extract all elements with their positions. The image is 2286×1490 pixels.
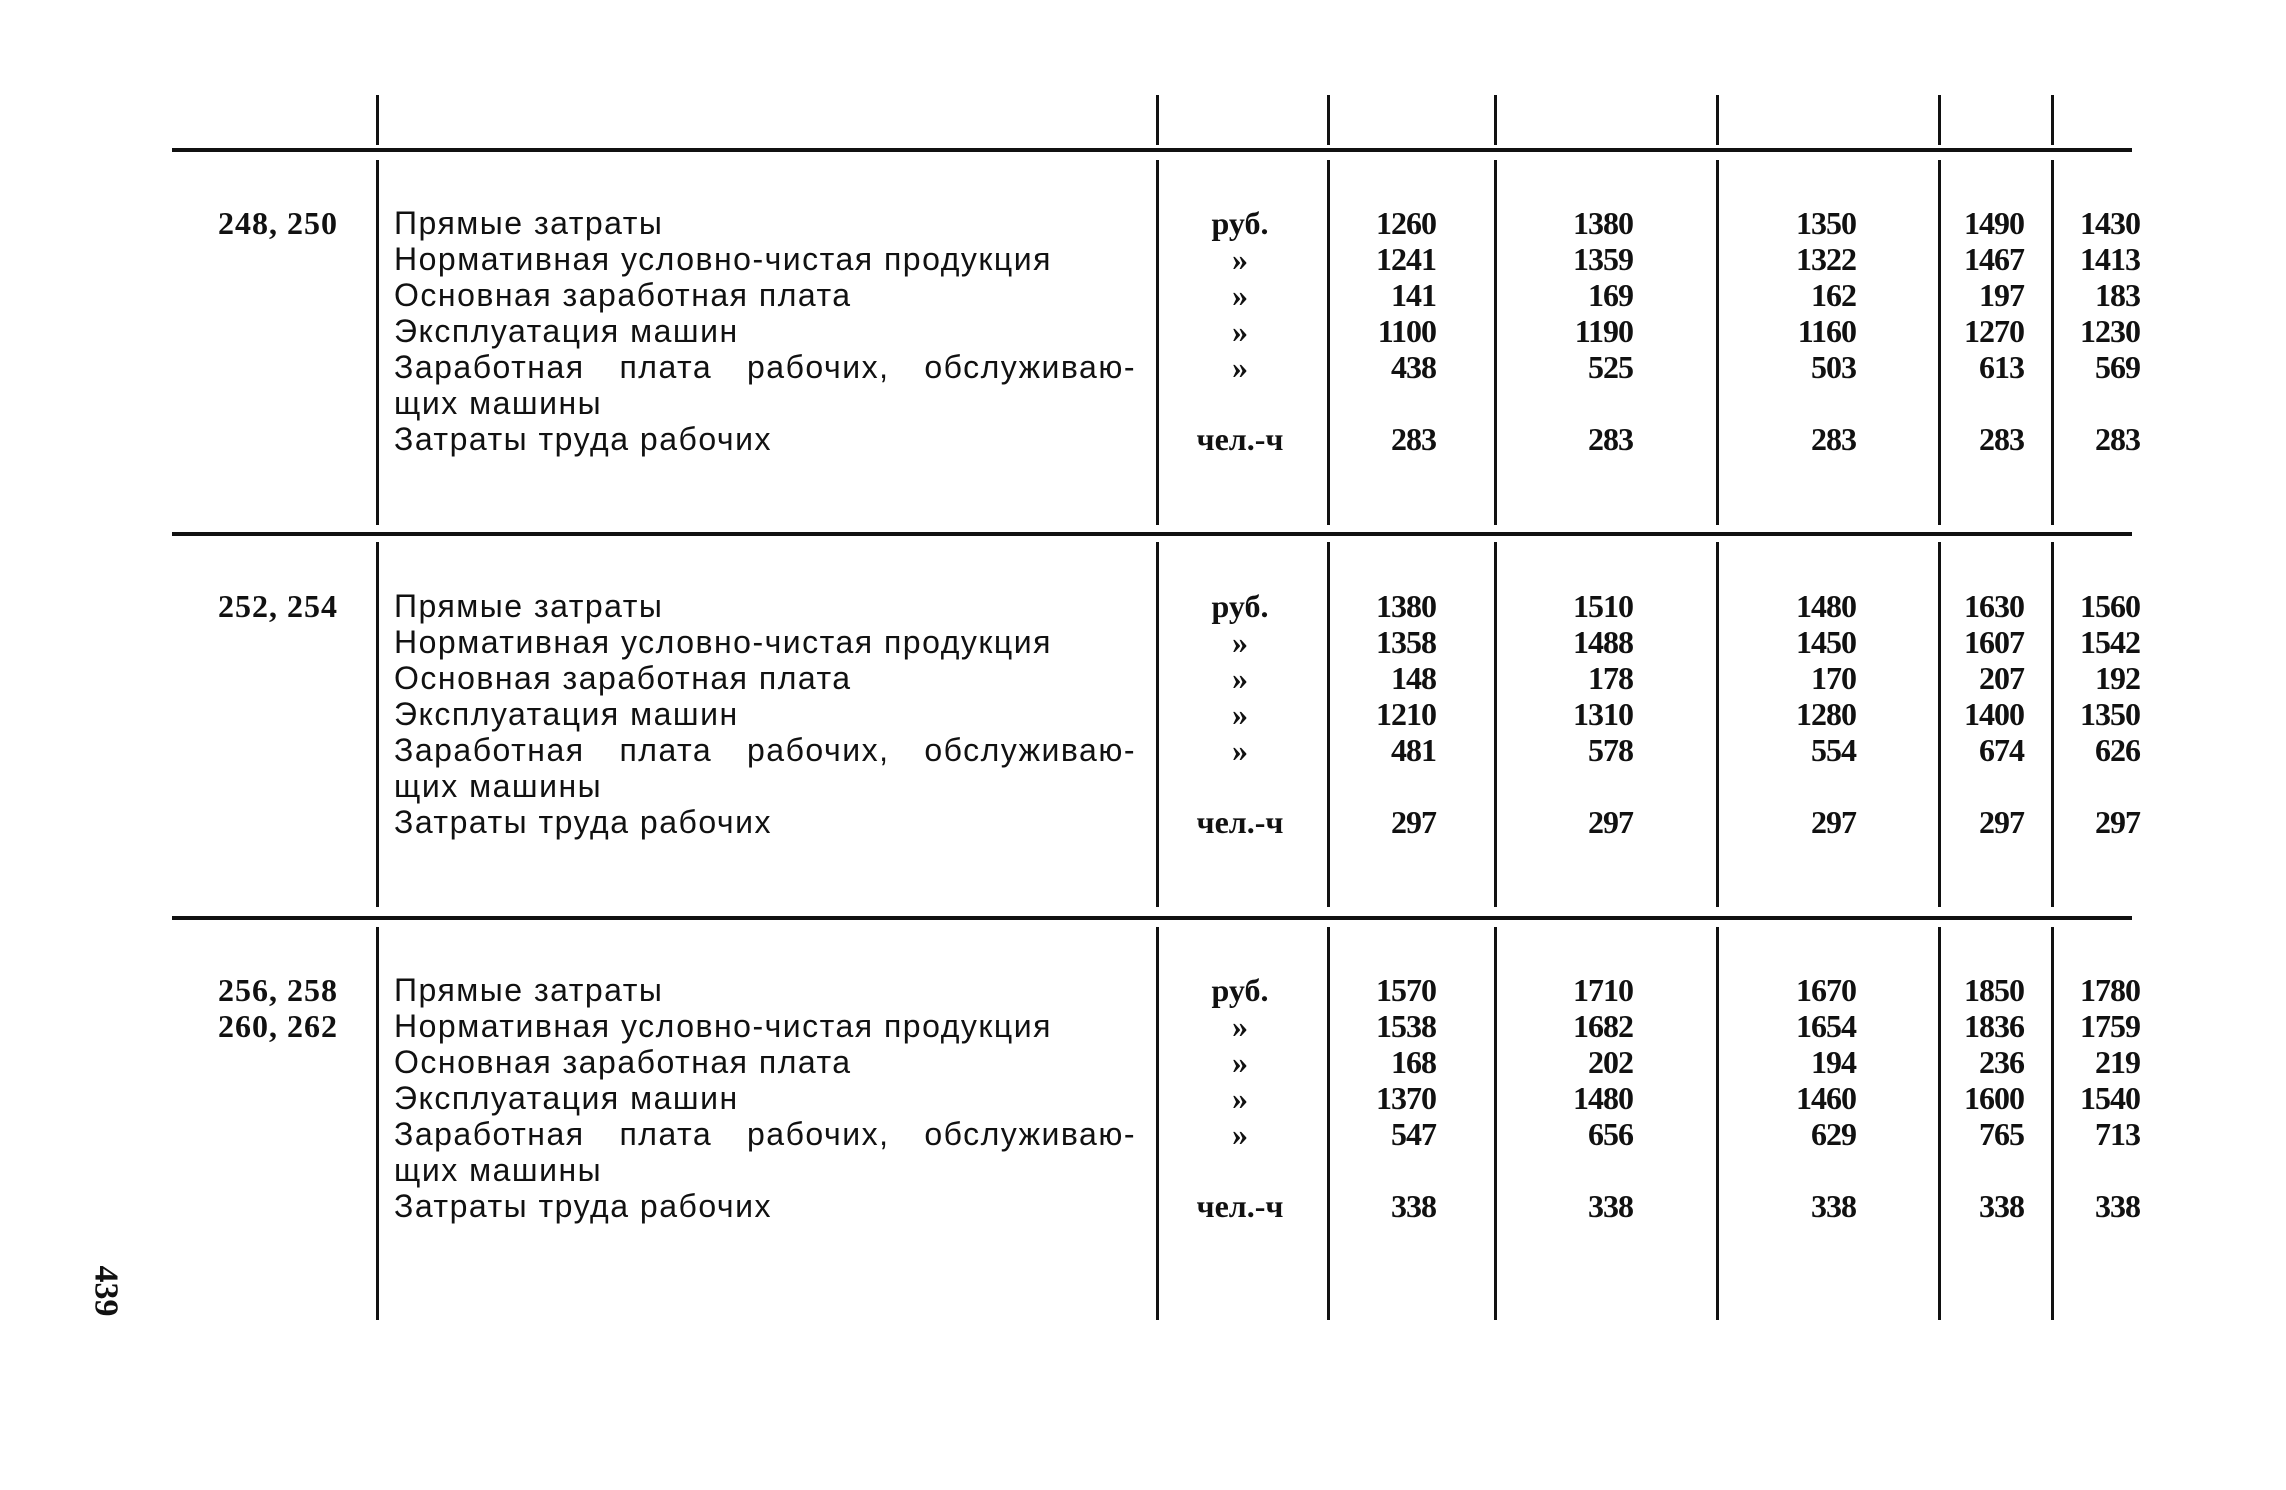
- row-value: 629: [1811, 1116, 1856, 1152]
- row-value: 656: [1588, 1116, 1633, 1152]
- row-label: Заработная плата рабочих, обслуживаю-: [394, 1116, 1136, 1152]
- row-unit: »: [1232, 696, 1248, 732]
- column-divider: [1494, 95, 1497, 145]
- row-value: 481: [1391, 732, 1436, 768]
- row-value: 1490: [1964, 205, 2024, 241]
- row-label-continuation: щих машины: [394, 768, 603, 804]
- row-value: 338: [1391, 1188, 1436, 1224]
- row-unit: руб.: [1211, 205, 1269, 241]
- row-label: Эксплуатация машин: [394, 1080, 739, 1116]
- row-value: 141: [1391, 277, 1436, 313]
- row-value: 283: [1811, 421, 1856, 457]
- row-unit: »: [1232, 313, 1248, 349]
- row-value: 219: [2095, 1044, 2140, 1080]
- row-value: 1510: [1573, 588, 1633, 624]
- row-value: 1430: [2080, 205, 2140, 241]
- column-divider: [1716, 95, 1719, 145]
- row-value: 283: [2095, 421, 2140, 457]
- row-value: 1190: [1574, 313, 1633, 349]
- row-label: Заработная плата рабочих, обслуживаю-: [394, 732, 1136, 768]
- row-label: Эксплуатация машин: [394, 696, 739, 732]
- row-value: 1600: [1964, 1080, 2024, 1116]
- row-value: 183: [2095, 277, 2140, 313]
- row-value: 1542: [2080, 624, 2140, 660]
- row-label-continuation: щих машины: [394, 385, 603, 421]
- row-value: 1370: [1376, 1080, 1436, 1116]
- row-value: 338: [1588, 1188, 1633, 1224]
- table-rule-top: [172, 148, 2132, 152]
- row-value: 1100: [1377, 313, 1436, 349]
- column-divider: [1156, 927, 1159, 1320]
- column-divider: [1156, 542, 1159, 907]
- row-value: 207: [1979, 660, 2024, 696]
- row-value: 1241: [1376, 241, 1436, 277]
- page-number: 439: [87, 1265, 125, 1317]
- position-numbers: 260, 262: [218, 1008, 338, 1044]
- row-value: 192: [2095, 660, 2140, 696]
- table-rule: [172, 532, 2132, 536]
- row-value: 148: [1391, 660, 1436, 696]
- row-value: 169: [1588, 277, 1633, 313]
- row-value: 674: [1979, 732, 2024, 768]
- row-value: 197: [1979, 277, 2024, 313]
- row-label: Основная заработная плата: [394, 1044, 852, 1080]
- row-unit: »: [1232, 1116, 1248, 1152]
- row-value: 297: [2095, 804, 2140, 840]
- row-label-continuation: щих машины: [394, 1152, 603, 1188]
- row-value: 297: [1979, 804, 2024, 840]
- row-value: 578: [1588, 732, 1633, 768]
- column-divider: [376, 95, 379, 145]
- row-value: 283: [1391, 421, 1436, 457]
- row-unit: »: [1232, 277, 1248, 313]
- row-unit: руб.: [1211, 972, 1269, 1008]
- column-divider: [1327, 95, 1330, 145]
- row-value: 1380: [1376, 588, 1436, 624]
- row-unit: »: [1232, 1044, 1248, 1080]
- row-unit: »: [1232, 349, 1248, 385]
- row-value: 338: [1979, 1188, 2024, 1224]
- row-label: Нормативная условно-чистая продукция: [394, 241, 1052, 277]
- column-divider: [376, 160, 379, 525]
- row-value: 1710: [1573, 972, 1633, 1008]
- column-divider: [376, 542, 379, 907]
- row-value: 1400: [1964, 696, 2024, 732]
- column-divider: [1938, 95, 1941, 145]
- row-value: 1260: [1376, 205, 1436, 241]
- row-label: Прямые затраты: [394, 972, 664, 1008]
- row-label: Заработная плата рабочих, обслуживаю-: [394, 349, 1136, 385]
- position-numbers: 256, 258: [218, 972, 338, 1008]
- row-value: 338: [1811, 1188, 1856, 1224]
- column-divider: [1156, 160, 1159, 525]
- row-value: 1538: [1376, 1008, 1436, 1044]
- row-value: 297: [1811, 804, 1856, 840]
- row-value: 236: [1979, 1044, 2024, 1080]
- row-unit: »: [1232, 1080, 1248, 1116]
- row-label: Нормативная условно-чистая продукция: [394, 1008, 1052, 1044]
- row-unit: чел.-ч: [1196, 1188, 1284, 1224]
- row-value: 1160: [1797, 313, 1856, 349]
- row-value: 503: [1811, 349, 1856, 385]
- position-numbers: 248, 250: [218, 205, 338, 241]
- row-value: 1210: [1376, 696, 1436, 732]
- row-value: 338: [2095, 1188, 2140, 1224]
- row-value: 1350: [2080, 696, 2140, 732]
- row-value: 202: [1588, 1044, 1633, 1080]
- row-value: 1413: [2080, 241, 2140, 277]
- row-unit: руб.: [1211, 588, 1269, 624]
- position-numbers: 252, 254: [218, 588, 338, 624]
- row-label: Затраты труда рабочих: [394, 421, 772, 457]
- row-label: Основная заработная плата: [394, 660, 852, 696]
- row-value: 1230: [2080, 313, 2140, 349]
- row-value: 1350: [1796, 205, 1856, 241]
- row-value: 1682: [1573, 1008, 1633, 1044]
- row-label: Эксплуатация машин: [394, 313, 739, 349]
- row-value: 713: [2095, 1116, 2140, 1152]
- row-value: 1450: [1796, 624, 1856, 660]
- row-value: 283: [1588, 421, 1633, 457]
- table-rule: [172, 916, 2132, 920]
- row-label: Прямые затраты: [394, 588, 664, 624]
- row-value: 283: [1979, 421, 2024, 457]
- row-value: 1607: [1964, 624, 2024, 660]
- row-value: 547: [1391, 1116, 1436, 1152]
- row-unit: чел.-ч: [1196, 421, 1284, 457]
- row-value: 178: [1588, 660, 1633, 696]
- row-value: 613: [1979, 349, 2024, 385]
- row-value: 168: [1391, 1044, 1436, 1080]
- row-value: 1358: [1376, 624, 1436, 660]
- row-value: 1460: [1796, 1080, 1856, 1116]
- row-label: Затраты труда рабочих: [394, 1188, 772, 1224]
- column-divider: [1156, 95, 1159, 145]
- row-value: 438: [1391, 349, 1436, 385]
- column-divider: [376, 927, 379, 1320]
- row-unit: »: [1232, 732, 1248, 768]
- row-value: 1310: [1573, 696, 1633, 732]
- row-unit: чел.-ч: [1196, 804, 1284, 840]
- row-value: 1670: [1796, 972, 1856, 1008]
- row-label: Прямые затраты: [394, 205, 664, 241]
- row-value: 1359: [1573, 241, 1633, 277]
- row-value: 1480: [1573, 1080, 1633, 1116]
- row-value: 1630: [1964, 588, 2024, 624]
- row-value: 170: [1811, 660, 1856, 696]
- row-value: 297: [1391, 804, 1436, 840]
- row-unit: »: [1232, 1008, 1248, 1044]
- row-value: 1836: [1964, 1008, 2024, 1044]
- row-value: 1467: [1964, 241, 2024, 277]
- row-value: 1780: [2080, 972, 2140, 1008]
- row-value: 765: [1979, 1116, 2024, 1152]
- row-value: 1322: [1796, 241, 1856, 277]
- row-value: 1380: [1573, 205, 1633, 241]
- row-value: 626: [2095, 732, 2140, 768]
- row-value: 525: [1588, 349, 1633, 385]
- row-value: 1280: [1796, 696, 1856, 732]
- column-divider: [2051, 95, 2054, 145]
- row-label: Затраты труда рабочих: [394, 804, 772, 840]
- row-value: 1654: [1796, 1008, 1856, 1044]
- row-value: 1759: [2080, 1008, 2140, 1044]
- row-value: 554: [1811, 732, 1856, 768]
- row-unit: »: [1232, 624, 1248, 660]
- row-value: 297: [1588, 804, 1633, 840]
- row-value: 1850: [1964, 972, 2024, 1008]
- row-value: 194: [1811, 1044, 1856, 1080]
- row-value: 1570: [1376, 972, 1436, 1008]
- row-value: 1488: [1573, 624, 1633, 660]
- row-value: 1560: [2080, 588, 2140, 624]
- row-label: Нормативная условно-чистая продукция: [394, 624, 1052, 660]
- row-label: Основная заработная плата: [394, 277, 852, 313]
- row-value: 162: [1811, 277, 1856, 313]
- row-value: 1540: [2080, 1080, 2140, 1116]
- row-unit: »: [1232, 660, 1248, 696]
- row-value: 1480: [1796, 588, 1856, 624]
- row-unit: »: [1232, 241, 1248, 277]
- row-value: 569: [2095, 349, 2140, 385]
- row-value: 1270: [1964, 313, 2024, 349]
